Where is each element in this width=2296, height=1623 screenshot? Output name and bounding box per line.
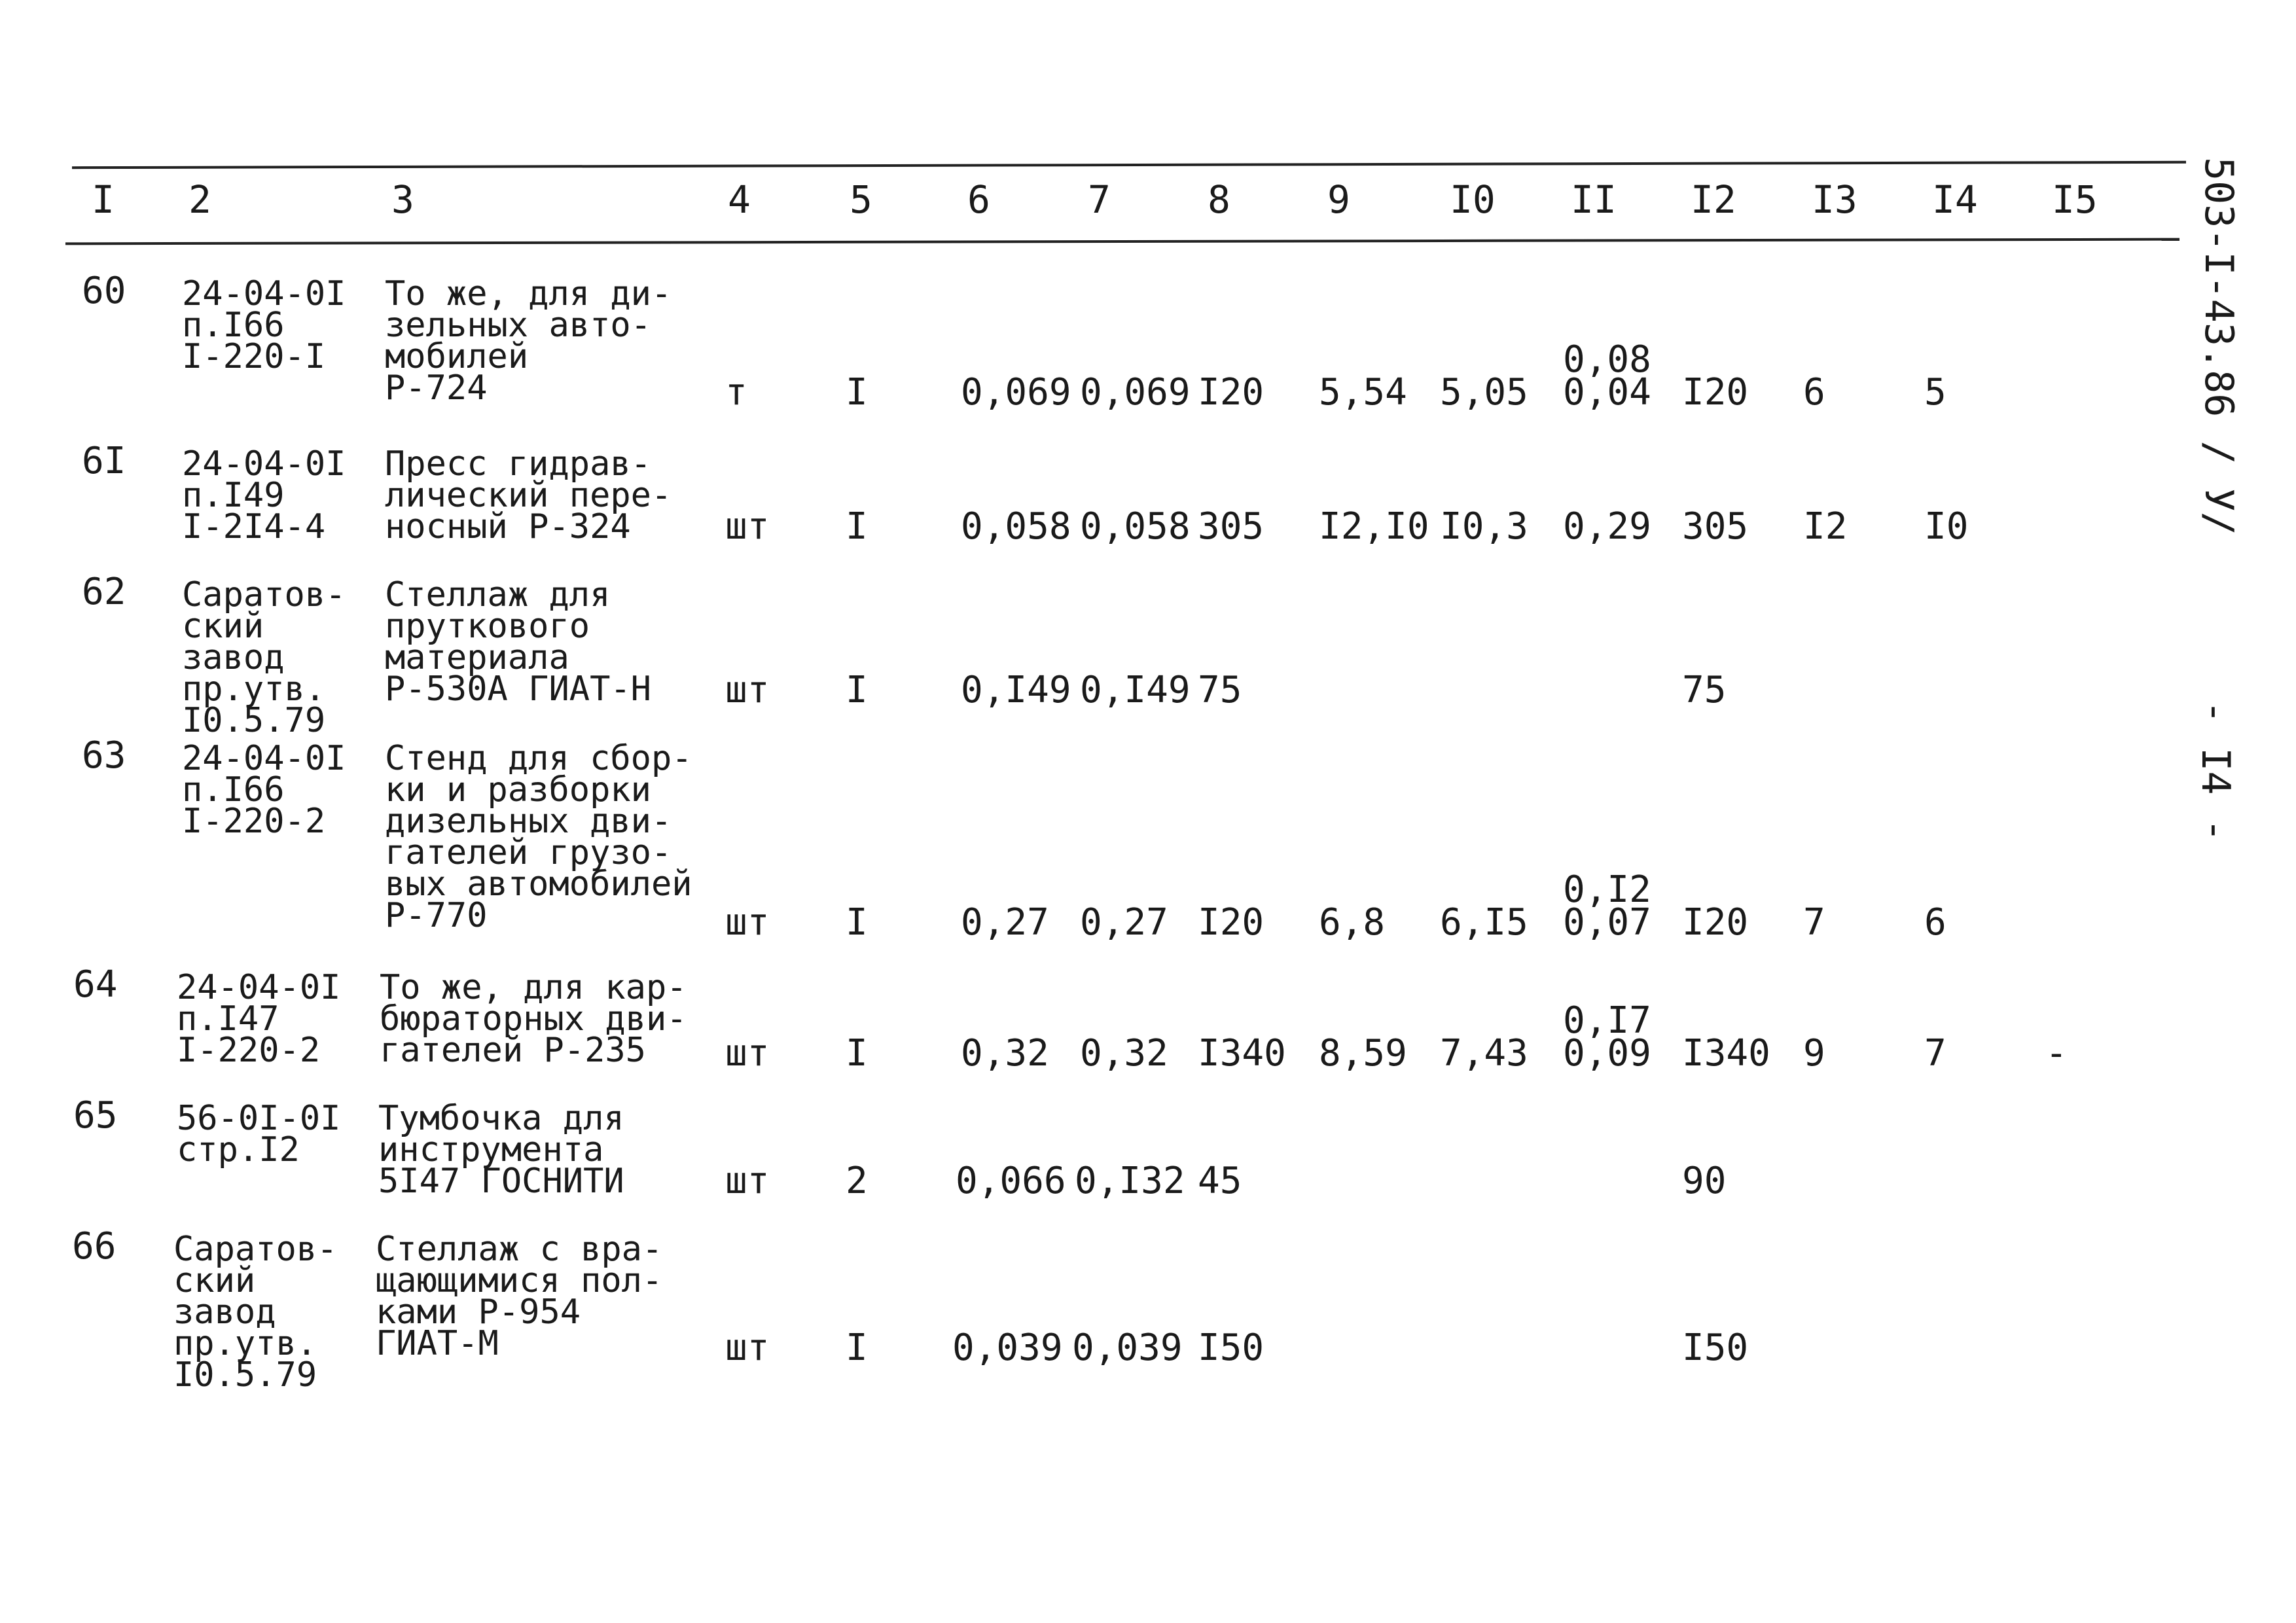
equipment-name: Стенд для сбор- ки и разборки дизельных дви- гателей грузо- вых автомобилей Р-770 — [385, 739, 692, 935]
row-number: 6I — [82, 440, 126, 482]
col-6-value: 0,039 — [952, 1327, 1063, 1369]
col-7-value: 0,069 — [1080, 371, 1191, 414]
col-9-value: 8,59 — [1319, 1032, 1407, 1075]
equipment-name: То же, для кар- бюраторных дви- гателей Р-235 — [380, 968, 687, 1070]
col-14-value: 7 — [1924, 1032, 1946, 1075]
col-14-value: 6 — [1924, 901, 1946, 944]
col-12-value: 305 — [1682, 505, 1749, 548]
col-10-value: 5,05 — [1440, 371, 1528, 414]
quantity: I — [846, 901, 868, 944]
col-15-value: - — [2045, 1032, 2068, 1075]
unit: шт — [725, 1327, 770, 1369]
reference: 24-04-0I п.I49 I-2I4-4 — [182, 444, 346, 546]
unit: шт — [725, 669, 770, 711]
reference: Саратов- ский завод пр.утв. I0.5.79 — [182, 575, 346, 740]
equipment-name: Стеллаж с вра- щающимися пол- ками Р-954 ГИАТ-М — [376, 1230, 663, 1363]
col-7-value: 0,I49 — [1080, 669, 1191, 711]
col-11-lower-value: 0,09 — [1563, 1032, 1651, 1075]
col-12-value: 75 — [1682, 669, 1727, 711]
col-7-value: 0,32 — [1080, 1032, 1168, 1075]
col-header-12: I2 — [1691, 177, 1736, 222]
col-6-value: 0,27 — [961, 901, 1049, 944]
unit: шт — [725, 505, 770, 548]
col-9-value: 6,8 — [1319, 901, 1386, 944]
quantity: I — [846, 669, 868, 711]
equipment-name: То же, для ди- зельных авто- мобилей Р-724 — [385, 274, 672, 408]
col-8-value: 75 — [1198, 669, 1242, 711]
col-8-value: I340 — [1198, 1032, 1286, 1075]
reference: 24-04-0I п.I47 I-220-2 — [177, 968, 341, 1070]
col-11-upper-value: 0,I2 — [1563, 868, 1651, 911]
col-11-upper-value: 0,I7 — [1563, 999, 1651, 1042]
page-number: - I4 - — [2193, 700, 2238, 842]
row-number: 60 — [82, 270, 126, 312]
col-9-value: 5,54 — [1319, 371, 1407, 414]
col-13-value: 6 — [1803, 371, 1825, 414]
col-11-lower-value: 0,29 — [1563, 505, 1651, 548]
col-11-lower-value: 0,07 — [1563, 901, 1651, 944]
col-header-4: 4 — [728, 177, 751, 222]
col-header-9: 9 — [1327, 177, 1350, 222]
col-header-1: I — [92, 177, 115, 222]
col-8-value: I50 — [1198, 1327, 1265, 1369]
col-header-8: 8 — [1208, 177, 1230, 222]
unit: шт — [725, 1032, 770, 1075]
col-12-value: I20 — [1682, 901, 1749, 944]
row-number: 65 — [73, 1094, 118, 1137]
equipment-name: Стеллаж для пруткового материала Р-530А ГИАТ-Н — [385, 575, 651, 709]
col-header-11: II — [1571, 177, 1617, 222]
col-7-value: 0,27 — [1080, 901, 1168, 944]
col-10-value: 6,I5 — [1440, 901, 1528, 944]
col-header-14: I4 — [1932, 177, 1978, 222]
quantity: I — [846, 1327, 868, 1369]
col-13-value: I2 — [1803, 505, 1848, 548]
col-11-lower-value: 0,04 — [1563, 371, 1651, 414]
col-12-value: I50 — [1682, 1327, 1749, 1369]
unit: шт — [725, 901, 770, 944]
col-8-value: 45 — [1198, 1160, 1242, 1202]
quantity: I — [846, 371, 868, 414]
col-header-6: 6 — [967, 177, 990, 222]
col-12-value: 90 — [1682, 1160, 1727, 1202]
reference: Саратов- ский завод пр.утв. I0.5.79 — [173, 1230, 338, 1395]
col-12-value: I340 — [1682, 1032, 1770, 1075]
table-top-rule — [72, 161, 2186, 169]
equipment-name: Пресс гидрав- лический пере- носный Р-324 — [385, 444, 672, 546]
quantity: 2 — [846, 1160, 868, 1202]
col-13-value: 7 — [1803, 901, 1825, 944]
table-header-rule — [65, 238, 2179, 245]
col-header-5: 5 — [850, 177, 872, 222]
col-header-15: I5 — [2052, 177, 2098, 222]
row-number: 62 — [82, 571, 126, 613]
col-11-upper-value: 0,08 — [1563, 338, 1651, 381]
col-6-value: 0,066 — [956, 1160, 1066, 1202]
quantity: I — [846, 1032, 868, 1075]
col-7-value: 0,058 — [1080, 505, 1191, 548]
row-number: 64 — [73, 963, 118, 1006]
col-14-value: I0 — [1924, 505, 1969, 548]
reference: 24-04-0I п.I66 I-220-2 — [182, 739, 346, 841]
reference: 24-04-0I п.I66 I-220-I — [182, 274, 346, 376]
col-7-value: 0,039 — [1072, 1327, 1183, 1369]
col-6-value: 0,I49 — [961, 669, 1071, 711]
quantity: I — [846, 505, 868, 548]
equipment-name: Тумбочка для инструмента 5I47 ГОСНИТИ — [378, 1099, 624, 1201]
document-code: 503-I-43.86 / У/ — [2196, 157, 2242, 535]
unit: шт — [725, 1160, 770, 1202]
col-7-value: 0,I32 — [1075, 1160, 1185, 1202]
row-number: 63 — [82, 734, 126, 777]
col-8-value: I20 — [1198, 901, 1265, 944]
col-10-value: I0,3 — [1440, 505, 1528, 548]
col-header-2: 2 — [188, 177, 211, 222]
col-6-value: 0,058 — [961, 505, 1071, 548]
col-9-value: I2,I0 — [1319, 505, 1429, 548]
col-header-7: 7 — [1088, 177, 1111, 222]
col-header-3: 3 — [391, 177, 414, 222]
col-13-value: 9 — [1803, 1032, 1825, 1075]
col-14-value: 5 — [1924, 371, 1946, 414]
col-8-value: I20 — [1198, 371, 1265, 414]
row-number: 66 — [72, 1225, 117, 1268]
col-10-value: 7,43 — [1440, 1032, 1528, 1075]
col-8-value: 305 — [1198, 505, 1265, 548]
col-6-value: 0,069 — [961, 371, 1071, 414]
col-6-value: 0,32 — [961, 1032, 1049, 1075]
col-12-value: I20 — [1682, 371, 1749, 414]
unit: т — [725, 371, 747, 414]
col-header-13: I3 — [1812, 177, 1857, 222]
reference: 56-0I-0I стр.I2 — [177, 1099, 341, 1169]
col-header-10: I0 — [1450, 177, 1496, 222]
